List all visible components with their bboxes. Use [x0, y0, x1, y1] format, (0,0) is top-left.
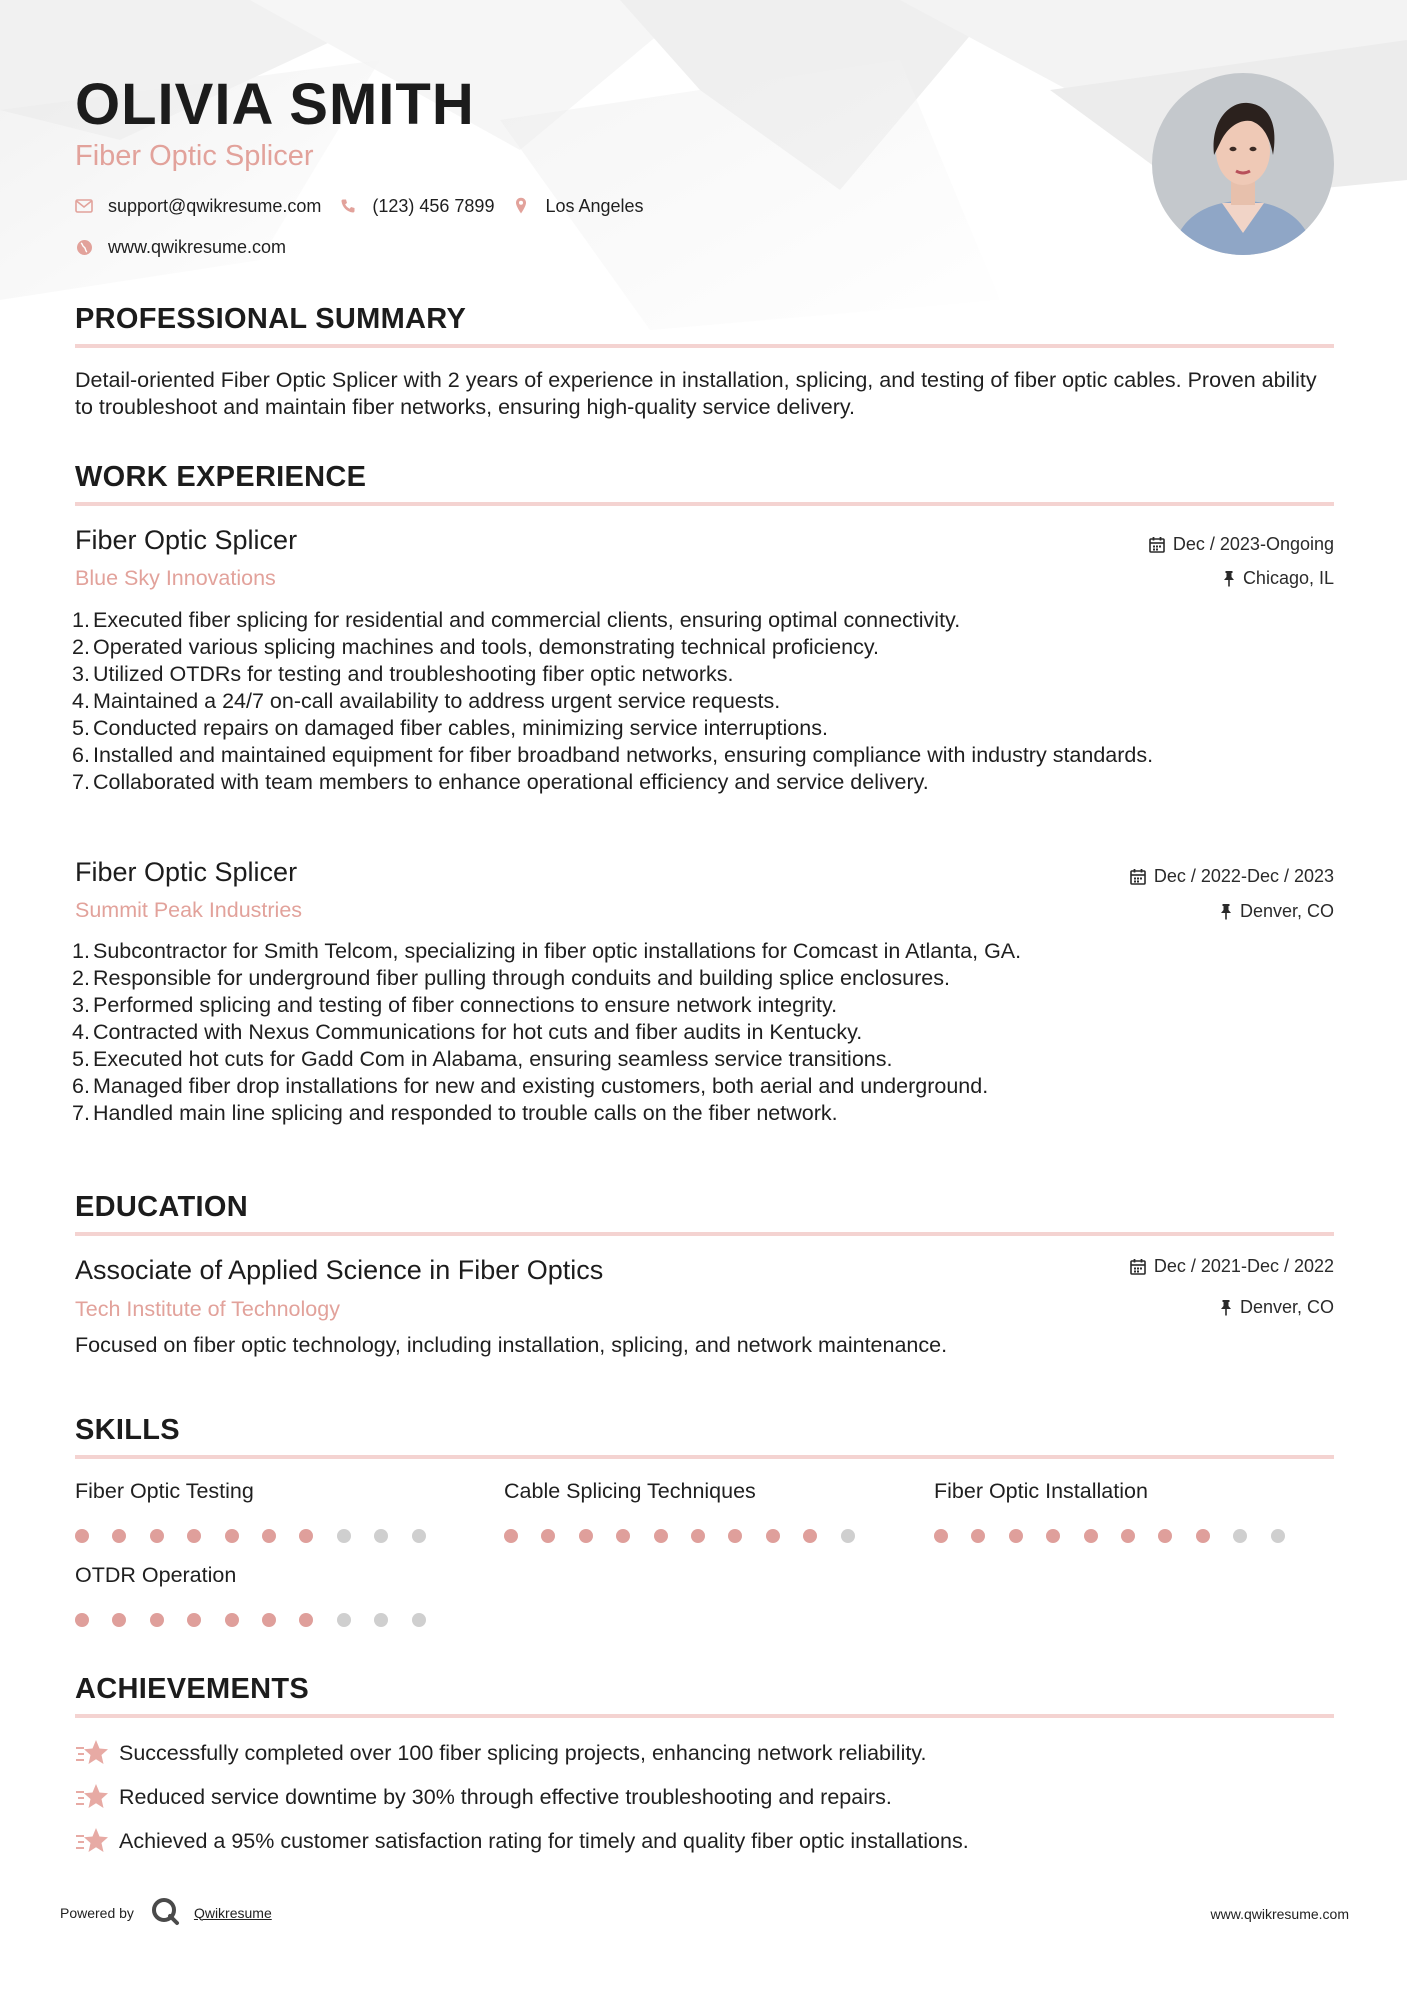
skill-item [934, 1477, 1334, 1543]
star-badge-icon [75, 1782, 109, 1812]
skill-item [75, 1477, 475, 1543]
skill-item [504, 1477, 904, 1543]
envelope-icon [75, 197, 93, 215]
skill-rating [75, 1613, 475, 1627]
rating-dot-filled [1084, 1529, 1098, 1543]
rating-dot-filled [225, 1613, 239, 1627]
rating-dot-empty [1271, 1529, 1285, 1543]
rating-dot-filled [541, 1529, 555, 1543]
footer-powered-by [60, 1896, 272, 1929]
rating-dot-empty [374, 1529, 388, 1543]
contact-row [75, 194, 662, 218]
rating-dot-filled [262, 1613, 276, 1627]
contact-email[interactable] [75, 194, 321, 218]
skill-name: Cable Splicing Techniques [504, 1479, 756, 1503]
list-item: Conducted repairs on damaged fiber cables, minimizing service interruptions. [93, 716, 828, 740]
calendar-icon [1130, 1258, 1146, 1275]
section-divider [75, 1714, 1334, 1718]
rating-dot-filled [187, 1613, 201, 1627]
contact-phone[interactable] [339, 194, 494, 218]
rating-dot-empty [412, 1529, 426, 1543]
education-location [1220, 1296, 1334, 1318]
qwikresume-link[interactable]: Qwikresume [193, 1904, 272, 1921]
rating-dot-filled [1009, 1529, 1023, 1543]
list-item: Contracted with Nexus Communications for hot cuts and fiber audits in Kentucky. [93, 1020, 863, 1044]
list-item: Utilized OTDRs for testing and troubleshooting fiber optic networks. [93, 662, 734, 686]
job-title: Fiber Optic Splicer [75, 857, 298, 887]
rating-dot-filled [766, 1529, 780, 1543]
calendar-icon [1130, 868, 1146, 885]
rating-dot-filled [504, 1529, 518, 1543]
rating-dot-filled [971, 1529, 985, 1543]
job-dates-text: Dec / 2022-Dec / 2023 [1153, 866, 1334, 886]
skill-name: Fiber Optic Installation [934, 1479, 1148, 1503]
job-location [1220, 900, 1334, 922]
map-pin-icon [512, 197, 530, 215]
job-dates [1130, 865, 1334, 887]
rating-dot-filled [616, 1529, 630, 1543]
rating-dot-filled [299, 1613, 313, 1627]
job-location [1223, 567, 1334, 589]
list-item: Responsible for underground fiber pulling through conduits and building splice enclosures. [93, 966, 950, 990]
education-dates [1130, 1255, 1334, 1277]
company-name: Blue Sky Innovations [75, 566, 276, 590]
calendar-icon [1149, 536, 1165, 553]
job-title: Fiber Optic Splicer [75, 525, 298, 555]
list-item: Operated various splicing machines and tools, demonstrating technical proficiency. [93, 635, 879, 659]
star-badge-icon [75, 1738, 109, 1768]
skill-rating [504, 1529, 904, 1543]
qwikresume-logo-icon [150, 1896, 180, 1929]
education-location-text: Denver, CO [1239, 1297, 1334, 1317]
rating-dot-filled [299, 1529, 313, 1543]
skill-item [75, 1561, 475, 1627]
rating-dot-filled [691, 1529, 705, 1543]
degree-title: Associate of Applied Science in Fiber Optics [75, 1255, 604, 1285]
achievement-item [75, 1782, 892, 1812]
job-duties-list [75, 938, 1255, 1127]
education-dates-text: Dec / 2021-Dec / 2022 [1153, 1256, 1334, 1276]
job-location-text: Denver, CO [1239, 901, 1334, 921]
summary-heading: PROFESSIONAL SUMMARY [75, 303, 467, 335]
company-name: Summit Peak Industries [75, 898, 303, 922]
list-item: Performed splicing and testing of fiber connections to ensure network integrity. [93, 993, 838, 1017]
phone-icon [339, 197, 357, 215]
rating-dot-empty [841, 1529, 855, 1543]
profile-photo [1152, 73, 1334, 255]
school-name: Tech Institute of Technology [75, 1297, 340, 1321]
achievement-text: Achieved a 95% customer satisfaction rating for timely and quality fiber optic installations. [119, 1829, 969, 1853]
rating-dot-filled [579, 1529, 593, 1543]
rating-dot-filled [225, 1529, 239, 1543]
list-item: Subcontractor for Smith Telcom, specializing in fiber optic installations for Comcast in Atlanta, GA. [93, 939, 1022, 963]
job-dates-text: Dec / 2023-Ongoing [1172, 534, 1334, 554]
rating-dot-filled [1196, 1529, 1210, 1543]
candidate-role: Fiber Optic Splicer [75, 140, 314, 172]
list-item: Managed fiber drop installations for new and existing customers, both aerial and underground. [93, 1074, 989, 1098]
rating-dot-empty [374, 1613, 388, 1627]
rating-dot-filled [150, 1613, 164, 1627]
rating-dot-filled [75, 1613, 89, 1627]
list-item: Executed hot cuts for Gadd Com in Alabama, ensuring seamless service transitions. [93, 1047, 893, 1071]
pushpin-icon [1220, 903, 1232, 920]
email-text: support@qwikresume.com [108, 196, 322, 216]
list-item: Collaborated with team members to enhance operational efficiency and service delivery. [93, 770, 929, 794]
rating-dot-empty [412, 1613, 426, 1627]
list-item: Handled main line splicing and responded to trouble calls on the fiber network. [93, 1101, 838, 1125]
skill-name: OTDR Operation [75, 1563, 237, 1587]
rating-dot-filled [1158, 1529, 1172, 1543]
skill-rating [75, 1529, 475, 1543]
rating-dot-filled [803, 1529, 817, 1543]
rating-dot-filled [1121, 1529, 1135, 1543]
list-item: Installed and maintained equipment for fiber broadband networks, ensuring compliance with industry standards. [93, 743, 1154, 767]
candidate-name: OLIVIA SMITH [75, 72, 475, 137]
skill-name: Fiber Optic Testing [75, 1479, 254, 1503]
job-duties-list [75, 607, 1255, 796]
rating-dot-filled [75, 1529, 89, 1543]
education-description: Focused on fiber optic technology, including installation, splicing, and network maintenance. [75, 1333, 948, 1357]
list-item: Maintained a 24/7 on-call availability to address urgent service requests. [93, 689, 781, 713]
section-divider [75, 1455, 1334, 1459]
rating-dot-filled [654, 1529, 668, 1543]
job-location-text: Chicago, IL [1242, 568, 1334, 588]
rating-dot-empty [1233, 1529, 1247, 1543]
achievement-item [75, 1738, 926, 1768]
star-badge-icon [75, 1826, 109, 1856]
contact-location [512, 194, 643, 218]
rating-dot-filled [187, 1529, 201, 1543]
website-text: www.qwikresume.com [108, 237, 287, 257]
section-divider [75, 502, 1334, 506]
summary-text: Detail-oriented Fiber Optic Splicer with 2 years of experience in installation, splicing, and testing of fiber optic cables. Proven ability to troubleshoot and maintain fiber networks, ensuring high-quality service delivery. [75, 368, 1317, 419]
contact-row-website [75, 235, 304, 259]
pushpin-icon [1220, 1299, 1232, 1316]
rating-dot-filled [728, 1529, 742, 1543]
contact-website[interactable] [75, 235, 286, 259]
footer-url[interactable]: www.qwikresume.com [1210, 1906, 1349, 1922]
skills-heading: SKILLS [75, 1414, 180, 1446]
achievements-heading: ACHIEVEMENTS [75, 1673, 310, 1705]
experience-heading: WORK EXPERIENCE [75, 461, 367, 493]
rating-dot-filled [1046, 1529, 1060, 1543]
education-heading: EDUCATION [75, 1191, 248, 1223]
powered-by-label: Powered by [60, 1904, 134, 1921]
job-dates [1149, 533, 1334, 555]
pushpin-icon [1223, 570, 1235, 587]
list-item: Executed fiber splicing for residential and commercial clients, ensuring optimal connectivity. [93, 608, 961, 632]
skill-rating [934, 1529, 1334, 1543]
section-divider [75, 344, 1334, 348]
rating-dot-empty [337, 1613, 351, 1627]
achievement-text: Reduced service downtime by 30% through effective troubleshooting and repairs. [119, 1785, 892, 1809]
section-divider [75, 1232, 1334, 1236]
rating-dot-filled [112, 1613, 126, 1627]
rating-dot-filled [262, 1529, 276, 1543]
location-text: Los Angeles [545, 196, 644, 216]
rating-dot-empty [337, 1529, 351, 1543]
achievement-item [75, 1826, 969, 1856]
phone-text: (123) 456 7899 [372, 196, 495, 216]
rating-dot-filled [934, 1529, 948, 1543]
rating-dot-filled [112, 1529, 126, 1543]
rating-dot-filled [150, 1529, 164, 1543]
globe-icon [75, 238, 93, 256]
achievement-text: Successfully completed over 100 fiber splicing projects, enhancing network reliability. [119, 1741, 927, 1765]
